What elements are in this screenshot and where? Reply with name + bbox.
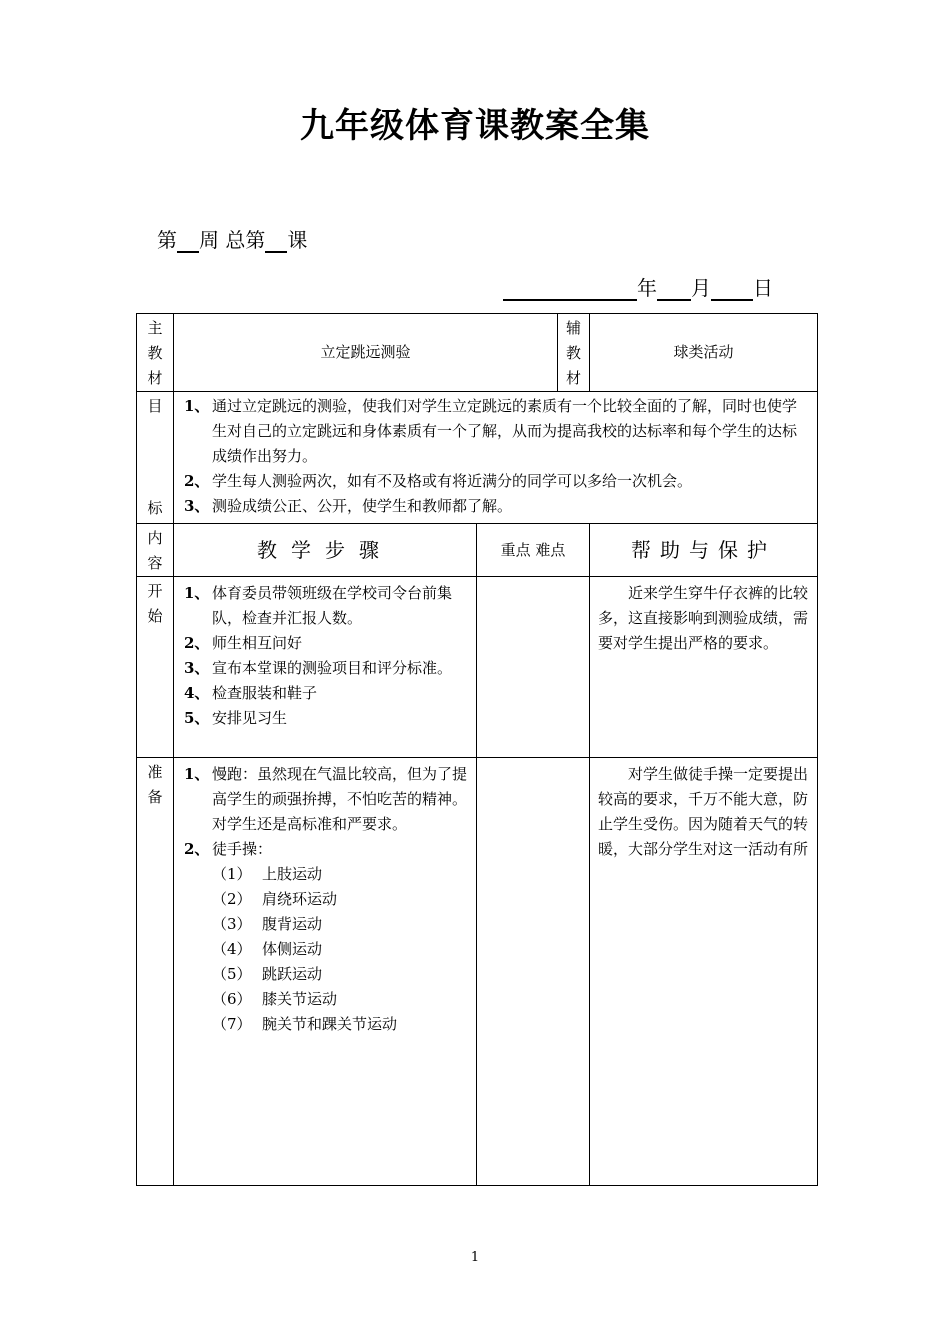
- start-list: [174, 577, 476, 735]
- week-line: [157, 224, 307, 253]
- list-item: 1、 体育委员带领班级在学校司令台前集队，检查并汇报人数。: [184, 584, 453, 627]
- week-blank: [177, 231, 199, 253]
- date-line: [503, 272, 773, 301]
- list-item: 1、 慢跑：虽然现在气温比较高，但为了提高学生的顽强拚搏，不怕吃苦的精神。对学生还是高标准和严要求。: [184, 765, 468, 833]
- aux-material-label: 辅 教 材: [558, 314, 590, 392]
- day-blank: [711, 279, 753, 301]
- start-label: 开 始: [137, 577, 174, 758]
- main-material-label: 主 教 材: [137, 314, 174, 392]
- content-label: 内 容: [137, 524, 174, 577]
- prep-steps: [174, 758, 477, 1186]
- week-label: 周 总第: [199, 228, 266, 252]
- list-item: 2、 学生每人测验两次，如有不及格或有将近满分的同学可以多给一次机会。: [184, 472, 693, 490]
- goal-row: [137, 392, 818, 524]
- start-help: 近来学生穿牛仔衣裤的比较多，这直接影响到测验成绩，需要对学生提出严格的要求。: [590, 577, 818, 758]
- list-item: （6） 膝关节运动: [212, 990, 338, 1008]
- list-item: （5） 跳跃运动: [212, 965, 323, 983]
- prep-list: [174, 758, 476, 862]
- year-label: 年: [637, 276, 657, 300]
- content-header-row: [137, 524, 818, 577]
- list-item: 4、 检查服装和鞋子: [184, 684, 318, 702]
- list-item: 2、 徒手操：: [184, 840, 273, 858]
- list-item: 2、 师生相互问好: [184, 634, 303, 652]
- start-steps: [174, 577, 477, 758]
- week-prefix: 第: [157, 228, 177, 252]
- goal-label: 目 标: [137, 392, 174, 524]
- month-blank: [657, 279, 691, 301]
- goal-content: [174, 392, 818, 524]
- goal-list: [174, 392, 817, 523]
- key-points-header: 重点 难点: [477, 524, 590, 577]
- list-item: 3、 宣布本堂课的测验项目和评分标准。: [184, 659, 453, 677]
- help-header: 帮助与保护: [590, 524, 818, 577]
- page-number: 1: [470, 1250, 480, 1265]
- aux-material-value: 球类活动: [590, 314, 818, 392]
- lesson-suffix: 课: [287, 228, 308, 252]
- month-label: 月: [691, 276, 711, 300]
- page-title: 九年级体育课教案全集: [300, 106, 650, 146]
- prep-help: 对学生做徒手操一定要提出较高的要求，千万不能大意，防止学生受伤。因为随着天气的转暖，大部分学生对这一活动有所: [590, 758, 818, 1186]
- main-material-row: [137, 314, 818, 392]
- list-item: （4） 体侧运动: [212, 940, 323, 958]
- list-item: 3、 测验成绩公正、公开，使学生和教师都了解。: [184, 497, 513, 515]
- list-item: （1） 上肢运动: [212, 865, 323, 883]
- list-item: （2） 肩绕环运动: [212, 890, 338, 908]
- exercise-list: [174, 862, 476, 1037]
- lesson-plan-table: [136, 313, 818, 1186]
- start-key-points: [477, 577, 590, 758]
- list-item: （3） 腹背运动: [212, 915, 323, 933]
- list-item: （7） 腕关节和踝关节运动: [212, 1015, 398, 1033]
- day-label: 日: [753, 276, 773, 300]
- lesson-blank: [265, 231, 287, 253]
- prep-label: 准 备: [137, 758, 174, 1186]
- list-item: 1、 通过立定跳远的测验，使我们对学生立定跳远的素质有一个比较全面的了解，同时也使学生对自己的立定跳远和身体素质有一个了解，从而为提高我校的达标率和每个学生的达标成绩作出努力。: [184, 397, 798, 465]
- prep-key-points: [477, 758, 590, 1186]
- prep-row: [137, 758, 818, 1186]
- main-material-value: 立定跳远测验: [174, 314, 558, 392]
- list-item: 5、 安排见习生: [184, 709, 288, 727]
- year-blank: [503, 279, 637, 301]
- steps-header: 教学步骤: [174, 524, 477, 577]
- start-row: [137, 577, 818, 758]
